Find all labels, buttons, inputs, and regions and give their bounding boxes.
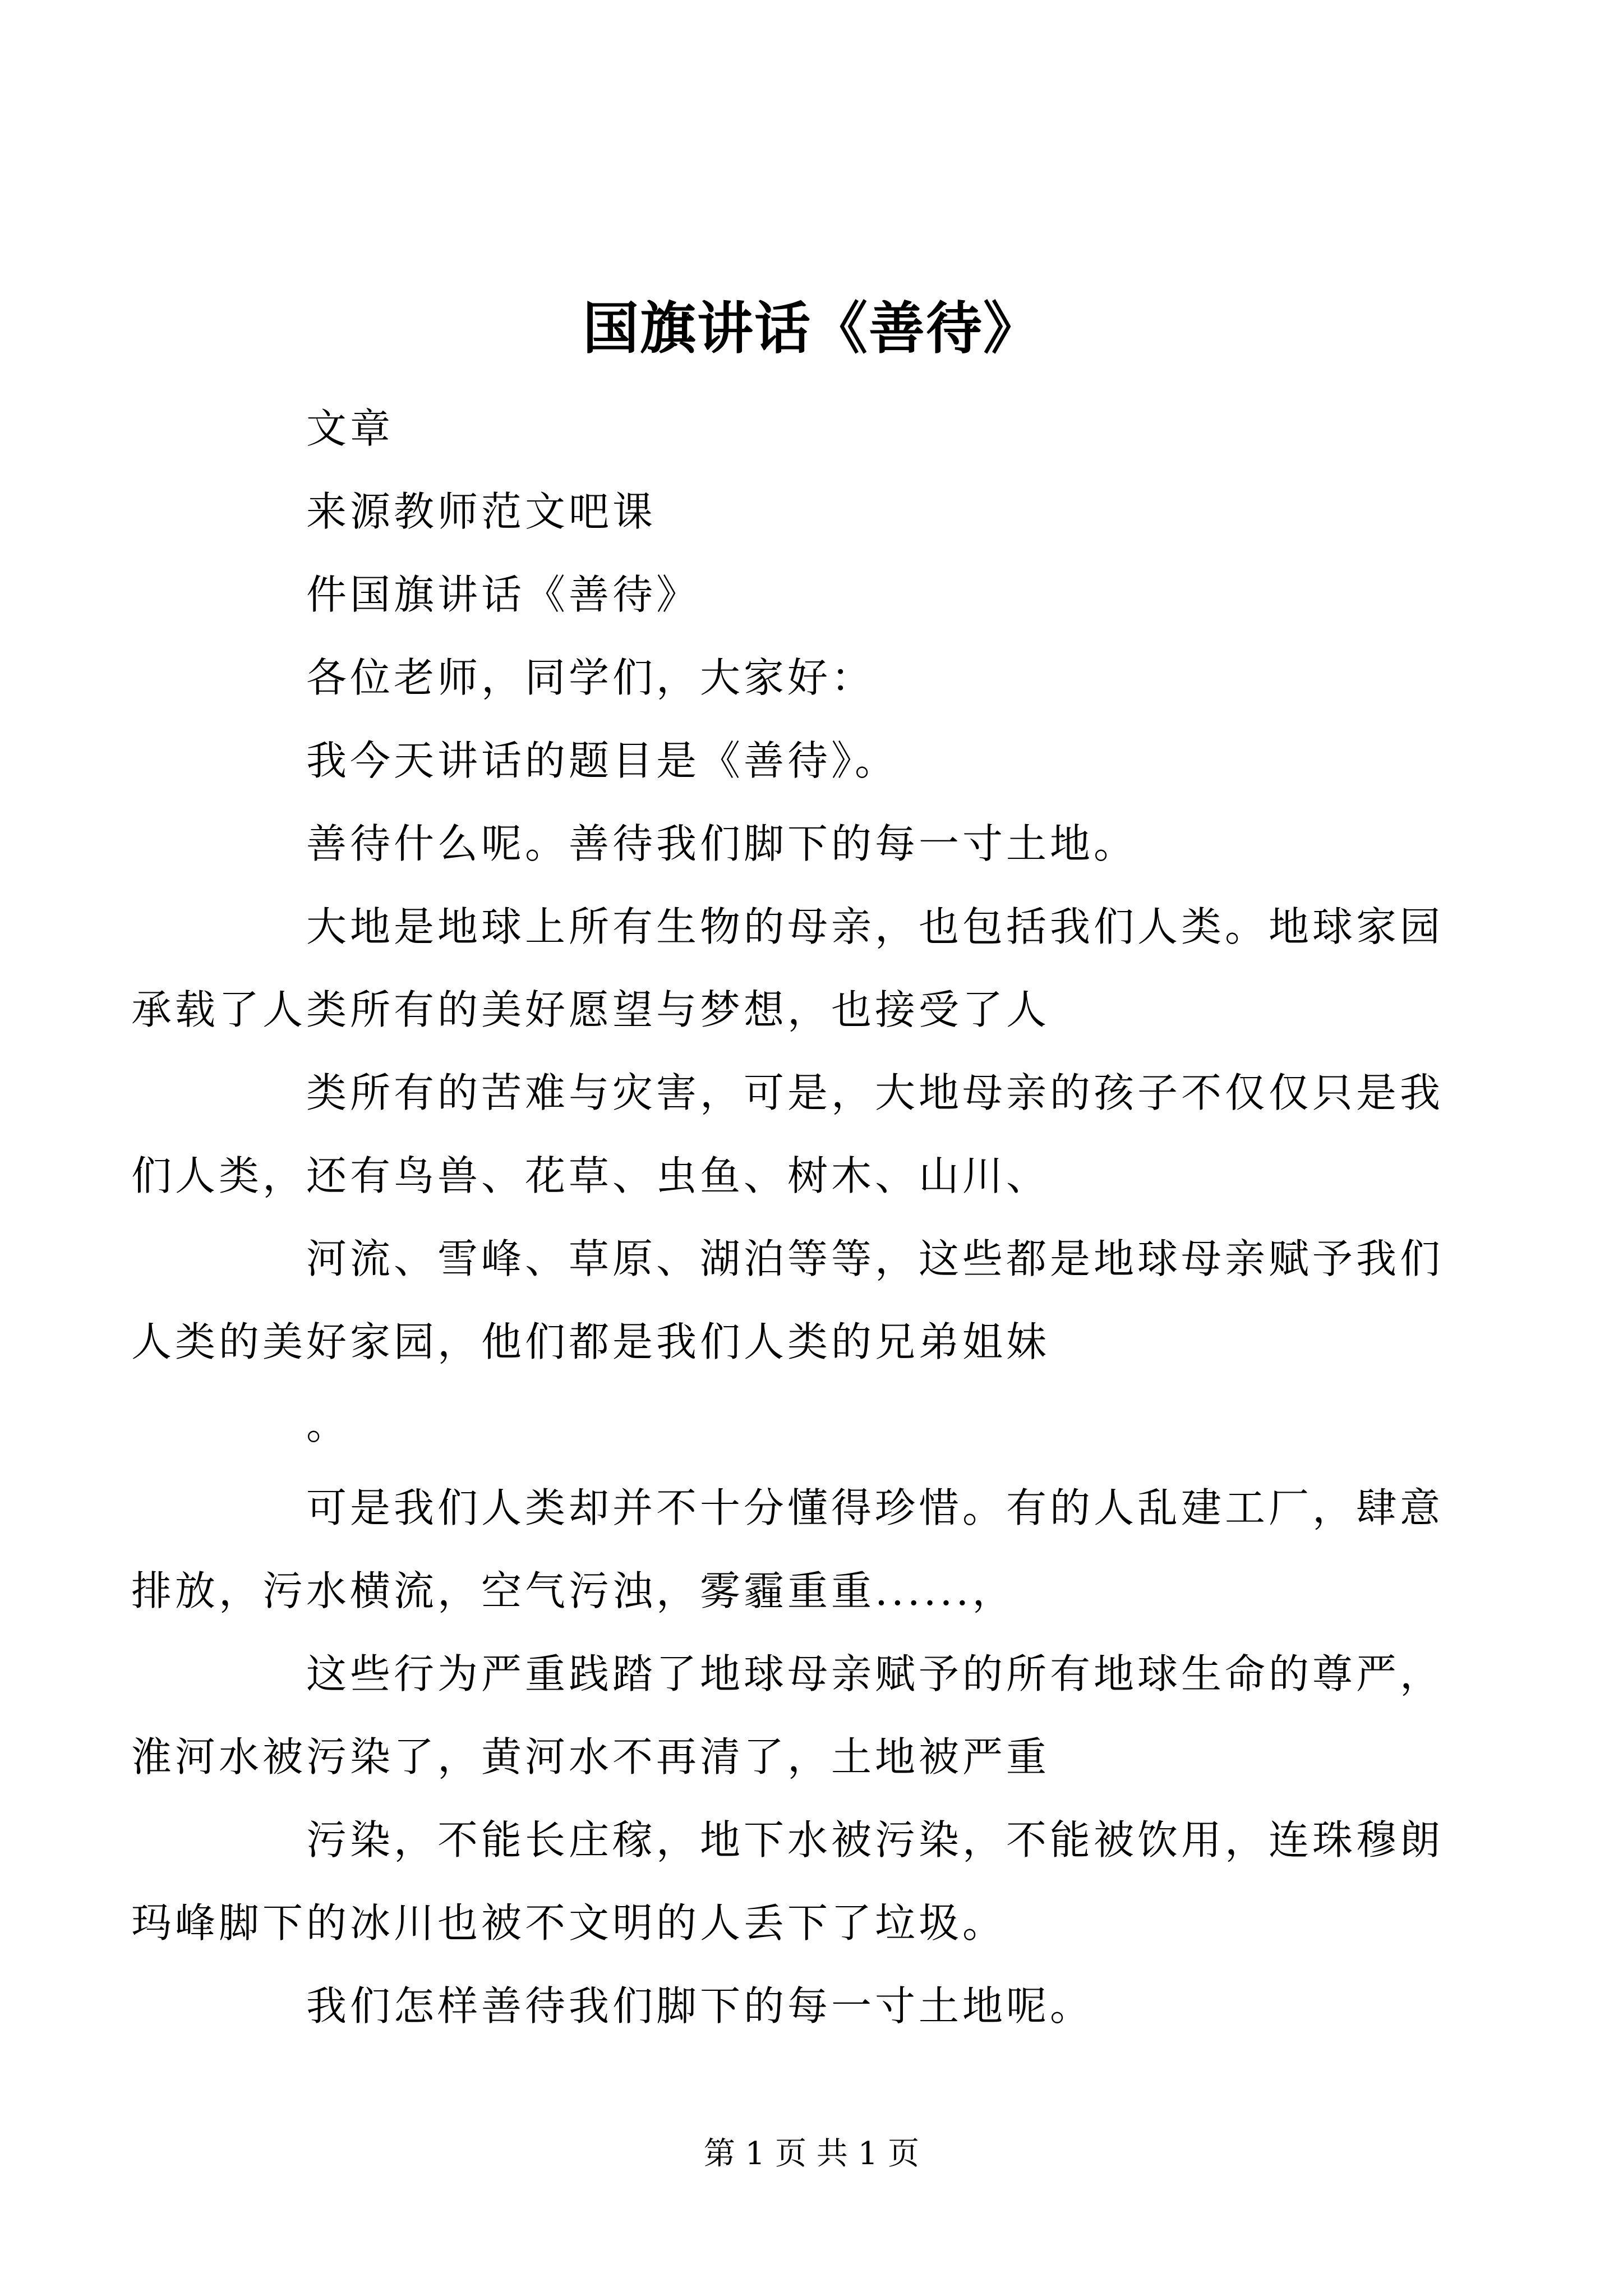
paragraph-line: 玛峰脚下的冰川也被不文明的人丢下了垃圾。 bbox=[131, 1899, 1007, 1947]
page-number-footer: 第 1 页 共 1 页 bbox=[703, 2136, 920, 2172]
paragraph-line: 我们怎样善待我们脚下的每一寸土地呢。 bbox=[306, 1982, 1094, 2030]
paragraph-line: 我今天讲话的题目是《善待》。 bbox=[306, 737, 899, 784]
paragraph-line: 可是我们人类却并不十分懂得珍惜。有的人乱建工厂，肆意 bbox=[306, 1484, 1444, 1531]
paragraph bbox=[219, 802, 1430, 885]
paragraph bbox=[219, 387, 1430, 470]
paragraph bbox=[219, 1964, 1430, 2047]
paragraph-line: 这些行为严重践踏了地球母亲赋予的所有地球生命的尊严， bbox=[306, 1650, 1444, 1697]
paragraph-line: 文章 bbox=[306, 405, 394, 452]
paragraph bbox=[219, 470, 1430, 553]
paragraph-line: 污染，不能长庄稼，地下水被污染，不能被饮用，连珠穆朗 bbox=[306, 1816, 1444, 1864]
paragraph bbox=[131, 885, 1444, 1051]
paragraph bbox=[219, 636, 1430, 719]
paragraph bbox=[131, 1632, 1444, 1798]
paragraph-line: 。 bbox=[306, 1401, 351, 1448]
paragraph-line: 河流、雪峰、草原、湖泊等等，这些都是地球母亲赋予我们 bbox=[306, 1235, 1444, 1282]
paragraph bbox=[219, 719, 1430, 802]
paragraph-line: 善待什么呢。善待我们脚下的每一寸土地。 bbox=[306, 820, 1138, 867]
paragraph-line: 各位老师，同学们，大家好： bbox=[306, 654, 875, 701]
paragraph bbox=[219, 553, 1430, 636]
paragraph bbox=[131, 1466, 1444, 1632]
document-body bbox=[131, 387, 1444, 2047]
paragraph bbox=[131, 1217, 1444, 1383]
paragraph-line: 承载了人类所有的美好愿望与梦想，也接受了人 bbox=[131, 986, 1050, 1033]
paragraph-line: 人类的美好家园，他们都是我们人类的兄弟姐妹 bbox=[131, 1318, 1050, 1365]
paragraph bbox=[131, 1798, 1444, 1964]
document-title: 国旗讲话《善待》 bbox=[583, 295, 1040, 361]
paragraph-line: 类所有的苦难与灾害，可是，大地母亲的孩子不仅仅只是我 bbox=[306, 1069, 1444, 1116]
paragraph bbox=[219, 1383, 1430, 1466]
paragraph-line: 件国旗讲话《善待》 bbox=[306, 571, 700, 618]
paragraph-line: 排放，污水横流，空气污浊，雾霾重重......， bbox=[131, 1567, 1016, 1614]
paragraph-line: 大地是地球上所有生物的母亲，也包括我们人类。地球家园 bbox=[306, 903, 1444, 950]
paragraph-line: 来源教师范文吧课 bbox=[306, 488, 657, 535]
paragraph bbox=[131, 1051, 1444, 1217]
paragraph-line: 们人类，还有鸟兽、花草、虫鱼、树木、山川、 bbox=[131, 1152, 1050, 1199]
paragraph-line: 淮河水被污染了，黄河水不再清了，土地被严重 bbox=[131, 1733, 1050, 1780]
